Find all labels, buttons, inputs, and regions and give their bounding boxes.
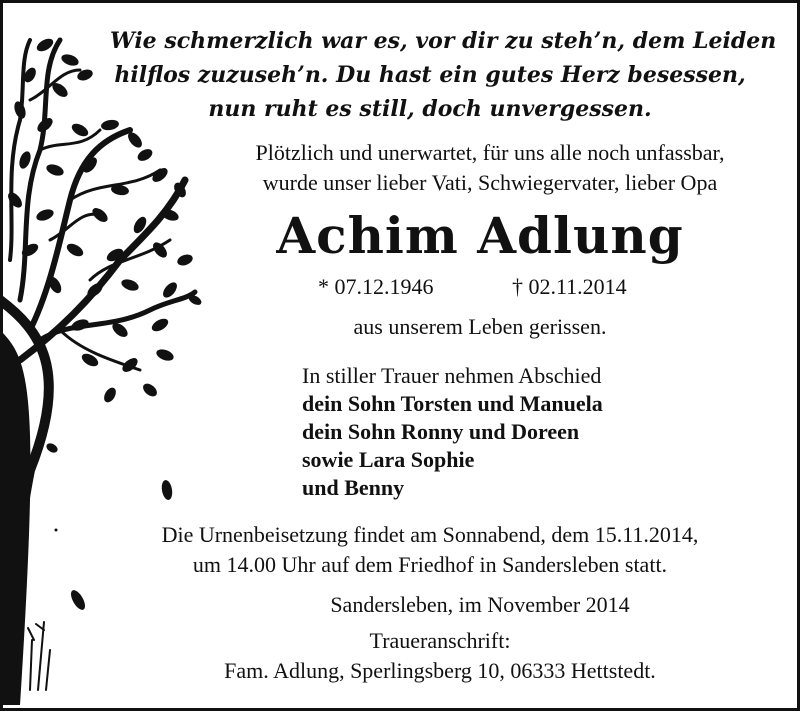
intro-text: [190, 138, 790, 198]
birth-date: * 07.12.1946: [318, 274, 434, 299]
mourner-line: sowie Lara Sophie: [302, 447, 475, 472]
verse-line: nun ruht es still, doch unvergessen.: [208, 96, 652, 122]
deceased-name: Achim Adlung: [276, 206, 684, 265]
mourner-line: und Benny: [302, 475, 405, 500]
verse-line: hilflos zuzuseh’n. Du hast ein gutes Herz besessen,: [114, 62, 746, 88]
address-label: Traueranschrift:: [369, 628, 511, 653]
burial-line: um 14.00 Uhr auf dem Friedhof in Sandersleben statt.: [192, 552, 668, 577]
mourners-list: [302, 362, 603, 502]
burial-notice: [90, 520, 770, 580]
mourners-heading: In stiller Trauer nehmen Abschied: [302, 363, 602, 388]
burial-line: Die Urnenbeisetzung findet am Sonnabend, dem 15.11.2014,: [161, 522, 699, 547]
address-line: Fam. Adlung, Sperlingsberg 10, 06333 Hettstedt.: [224, 658, 656, 683]
death-date: † 02.11.2014: [512, 274, 627, 299]
intro-line: wurde unser lieber Vati, Schwiegervater, lieber Opa: [262, 170, 718, 195]
mourner-line: dein Sohn Torsten und Manuela: [302, 391, 603, 416]
verse-line: Wie schmerzlich war es, vor dir zu steh’n, dem Leiden: [110, 28, 777, 54]
mourner-line: dein Sohn Ronny und Doreen: [302, 419, 580, 444]
intro-line: Plötzlich und unerwartet, für uns alle noch unfassbar,: [255, 140, 725, 165]
passing-note: aus unserem Leben gerissen.: [353, 314, 607, 339]
place-date: Sandersleben, im November 2014: [330, 592, 630, 617]
condolence-address: [120, 626, 760, 686]
memorial-verse: [110, 24, 777, 126]
